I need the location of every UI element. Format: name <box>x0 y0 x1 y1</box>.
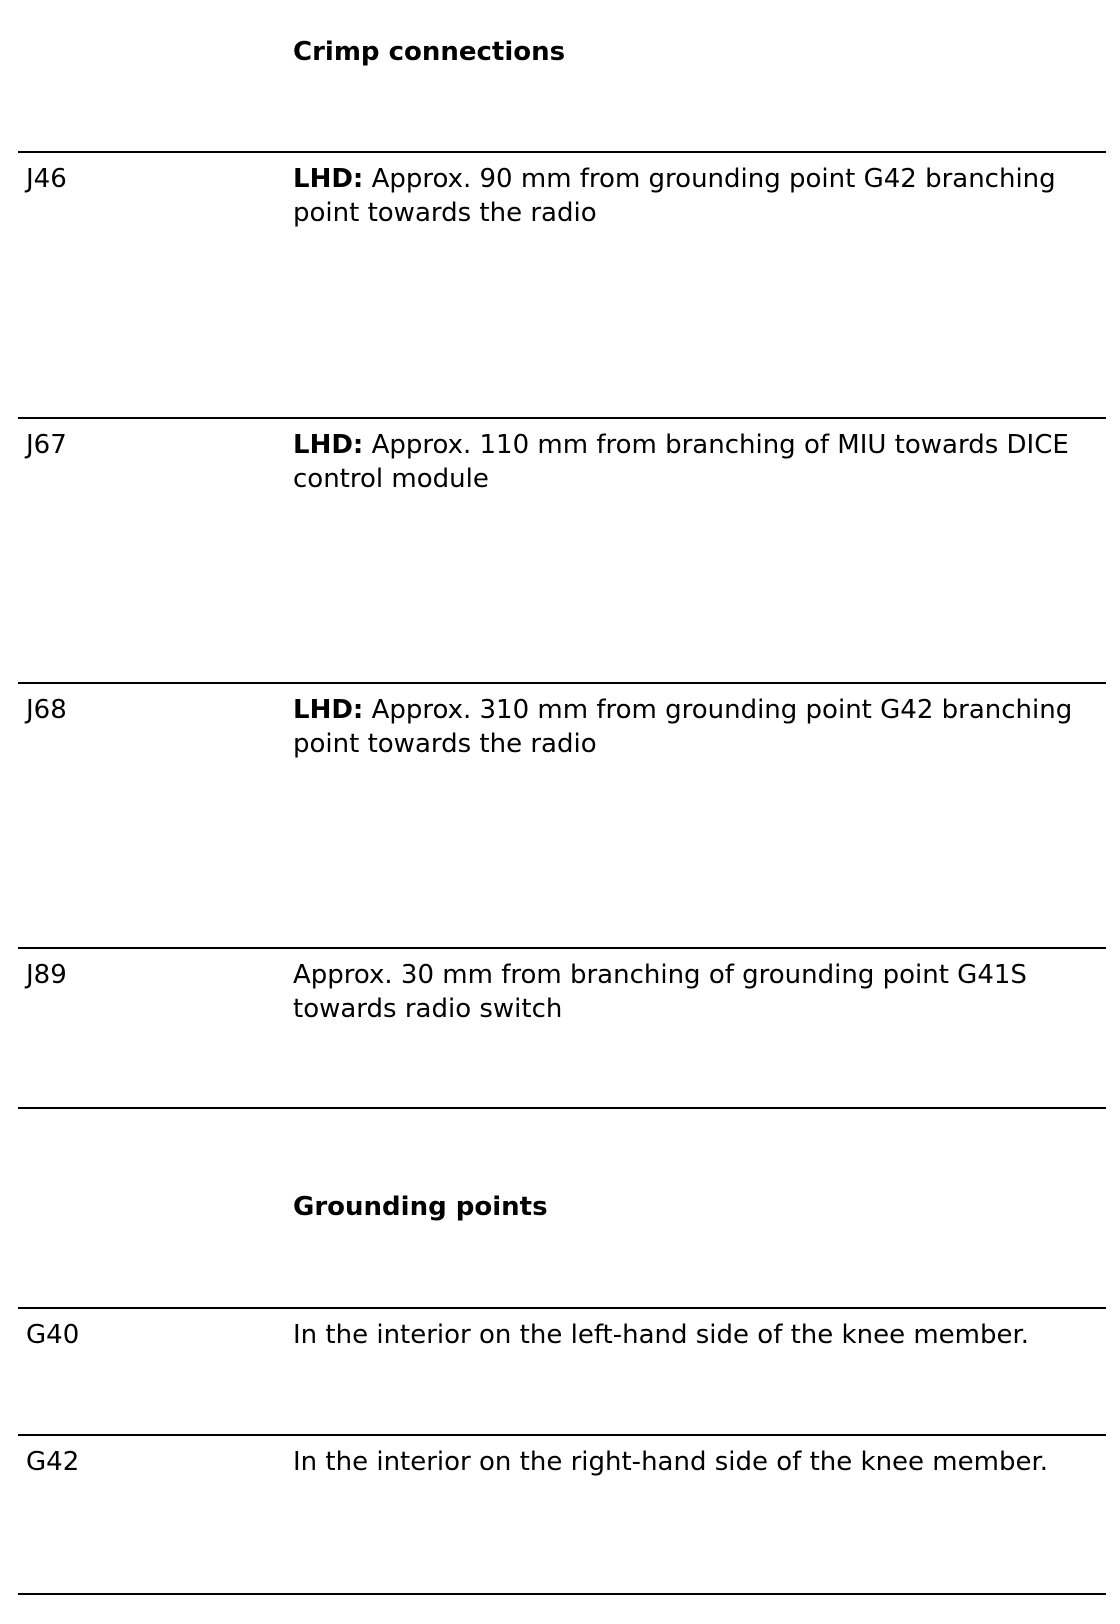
row-description-j46 <box>293 162 1108 230</box>
description-text: Approx. 110 mm from branching of MIU towards DICE control module <box>293 430 1069 494</box>
table-divider <box>18 1434 1106 1436</box>
table-divider <box>18 1307 1106 1309</box>
description-text: Approx. 30 mm from branching of grounding point G41S towards radio switch <box>293 960 1027 1024</box>
table-divider <box>18 1107 1106 1109</box>
crimp-connections-heading: Crimp connections <box>293 37 566 67</box>
table-divider <box>18 682 1106 684</box>
lhd-label: LHD: <box>293 430 364 460</box>
description-text: Approx. 90 mm from grounding point G42 branching point towards the radio <box>293 164 1056 228</box>
description-text: Approx. 310 mm from grounding point G42 branching point towards the radio <box>293 695 1073 759</box>
row-description-j68 <box>293 693 1108 761</box>
row-code-j46: J46 <box>26 164 67 194</box>
table-divider <box>18 947 1106 949</box>
row-description-j89 <box>293 958 1108 1026</box>
row-code-g42: G42 <box>26 1447 80 1477</box>
row-description-j67 <box>293 428 1108 496</box>
grounding-points-heading: Grounding points <box>293 1192 548 1222</box>
table-divider <box>18 417 1106 419</box>
row-code-g40: G40 <box>26 1320 80 1350</box>
table-divider <box>18 1593 1106 1595</box>
row-code-j68: J68 <box>26 695 67 725</box>
row-code-j89: J89 <box>26 960 67 990</box>
lhd-label: LHD: <box>293 164 364 194</box>
row-code-j67: J67 <box>26 430 67 460</box>
row-description-g42: In the interior on the right-hand side of the knee member. <box>293 1447 1049 1477</box>
lhd-label: LHD: <box>293 695 364 725</box>
table-divider <box>18 151 1106 153</box>
row-description-g40: In the interior on the left-hand side of the knee member. <box>293 1320 1030 1350</box>
